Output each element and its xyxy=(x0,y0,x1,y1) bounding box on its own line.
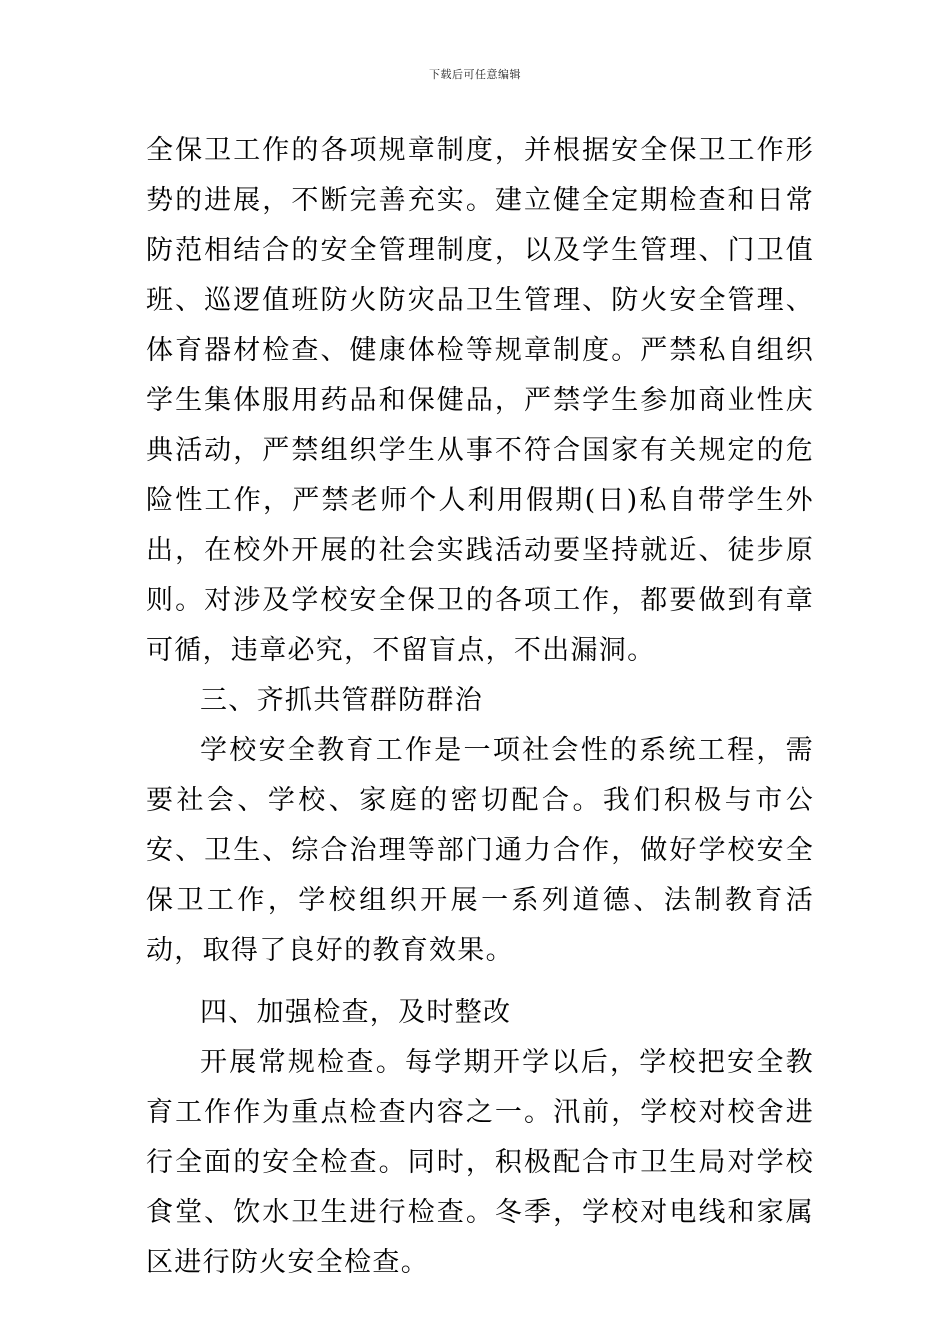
paragraph-spacer xyxy=(146,976,814,988)
paragraph-regulations: 全保卫工作的各项规章制度，并根据安全保卫工作形势的进展，不断完善充实。建立健全定期检查和日常防范相结合的安全管理制度，以及学生管理、门卫值班、巡逻值班防火防灾品卫生管理、防火安全管理、体育器材检查、健康体检等规章制度。严禁私自组织学生集体服用药品和保健品，严禁学生参加商业性庆典活动，严禁组织学生从事不符合国家有关规定的危险性工作，严禁老师个人利用假期(日)私自带学生外出，在校外开展的社会实践活动要坚持就近、徒步原则。对涉及学校安全保卫的各项工作，都要做到有章可循，违章必究，不留盲点，不出漏洞。 xyxy=(146,135,814,666)
section-heading-4: 四、加强检查，及时整改 xyxy=(200,997,512,1028)
paragraph-cooperation: 学校安全教育工作是一项社会性的系统工程，需要社会、学校、家庭的密切配合。我们积极与市公安、卫生、综合治理等部门通力合作，做好学校安全保卫工作，学校组织开展一系列道德、法制教育活动，取得了良好的教育效果。 xyxy=(146,735,814,966)
page-header: 下载后可任意编辑 xyxy=(429,68,521,81)
document-body xyxy=(146,126,814,1288)
section-heading-3: 三、齐抓共管群防群治 xyxy=(200,685,483,716)
paragraph-inspection: 开展常规检查。每学期开学以后，学校把安全教育工作作为重点检查内容之一。汛前，学校对校舍进行全面的安全检查。同时，积极配合市卫生局对学校食堂、饮水卫生进行检查。冬季，学校对电线和家属区进行防火安全检查。 xyxy=(146,1047,814,1278)
